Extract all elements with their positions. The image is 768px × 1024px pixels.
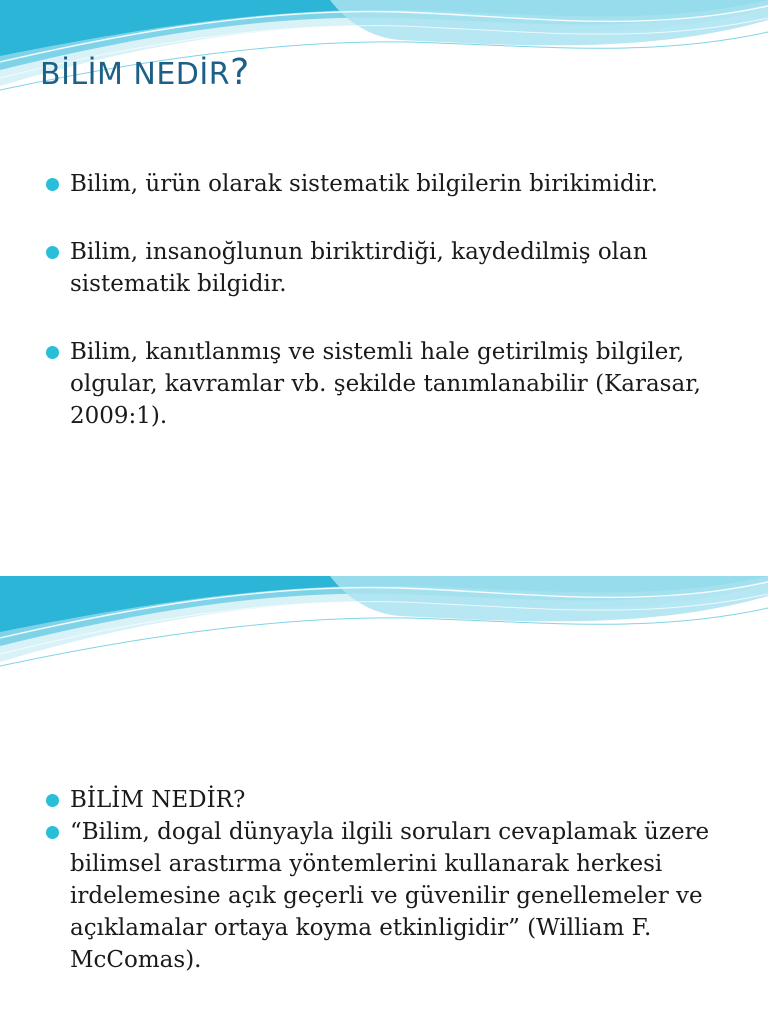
bullet-dot-icon xyxy=(46,794,59,807)
bullet-dot-icon xyxy=(46,346,59,359)
list-item xyxy=(46,236,732,300)
bullet-text: “Bilim, dogal dünyayla ilgili soruları cevaplamak üzere bilimsel arastırma yöntemlerini kullanarak herkesi irdelemesine açık geçerli ve güvenilir genellemeler ve açıklamalar ortaya koyma etkinligidir” (William F. McComas). xyxy=(70,819,710,973)
list-item xyxy=(46,168,732,200)
bullet-dot-icon xyxy=(46,826,59,839)
bullet-text: Bilim, ürün olarak sistematik bilgilerin birikimidir. xyxy=(70,171,658,197)
bullet-text: Bilim, kanıtlanmış ve sistemli hale getirilmiş bilgiler, olgular, kavramlar vb. şekilde tanımlanabilir (Karasar, 2009:1). xyxy=(70,339,701,429)
bullet-text: Bilim, insanoğlunun biriktirdiği, kaydedilmiş olan sistematik bilgidir. xyxy=(70,239,648,297)
bullet-dot-icon xyxy=(46,178,59,191)
slide-2 xyxy=(0,576,768,1024)
bullet-list xyxy=(46,784,732,976)
slide-title-text: BİLİM NEDİR xyxy=(40,57,231,92)
slide-title xyxy=(40,52,250,93)
slide-title-question-mark: ? xyxy=(230,52,250,93)
bullet-dot-icon xyxy=(46,246,59,259)
list-item xyxy=(46,816,732,976)
bullet-list xyxy=(46,168,732,468)
list-item xyxy=(46,784,732,816)
list-item xyxy=(46,336,732,432)
wave-decoration xyxy=(0,576,768,676)
bullet-text: BİLİM NEDİR? xyxy=(70,787,246,813)
